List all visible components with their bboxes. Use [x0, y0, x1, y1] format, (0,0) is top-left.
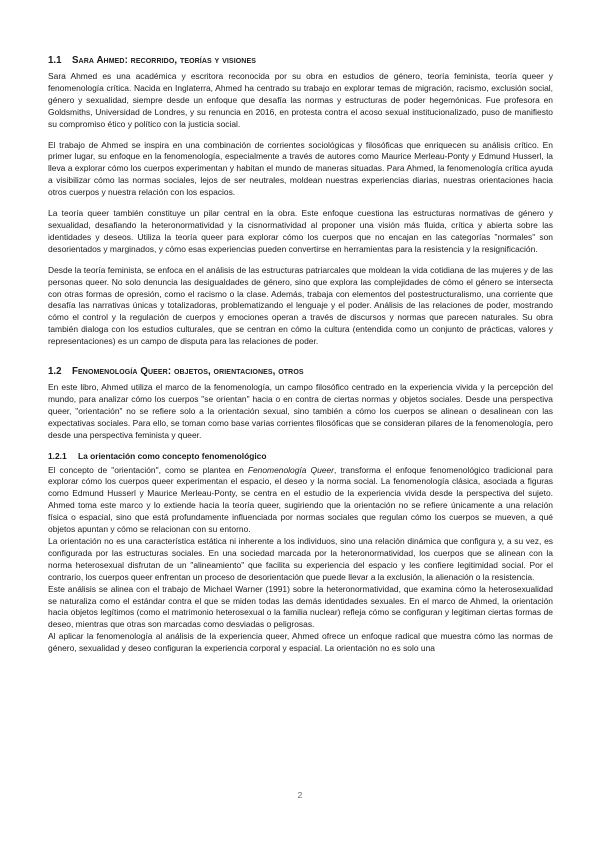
paragraph: La teoría queer también constituye un pilar central en la obra. Este enfoque cuestiona las estructuras normativas de género y sexualidad, desafiando la heteronormatividad y la cisnormatividad al proponer una visión más fluida, crítica y abierta sobre las identidades y deseos. Utiliza la teoría queer para explorar cómo los cuerpos que no encajan en las categorías "normales" son desorientados y marginados, y cómo esas experiencias pueden convertirse en herramientas para la resistencia y la resignificación. [48, 208, 553, 254]
section-title: Fenomenología Queer: objetos, orientaciones, otros [72, 366, 304, 378]
paragraph: Desde la teoría feminista, se enfoca en el análisis de las estructuras patriarcales que moldean la vida cotidiana de las mujeres y de las personas queer. No solo denuncia las desigualdades de género, sino que explora las complejidades de cómo el género se intersecta con otras formas de opresión, como el racismo o la clase. Además, trabaja con elementos del postestructuralismo, una corriente que desafía las narrativas únicas y totalizadoras, problematizando el lenguaje y el poder. Análisis de las relaciones de poder, mostrando cómo el control y la regulación de cuerpos y emociones operan a través de discursos y normas que parecen naturales. Su obra también dialoga con los estudios culturales, que se centran en cómo la cultura (entendida como un conjunto de prácticas, valores y representaciones) es un campo de disputa para las relaciones de poder. [48, 264, 553, 347]
section-heading [48, 55, 553, 67]
section-number: 1.2 [48, 366, 62, 378]
paragraph: Sara Ahmed es una académica y escritora reconocida por su obra en estudios de género, teoría feminista, teoría queer y fenomenología crítica. Nacida en Inglaterra, Ahmed ha centrado su trabajo en explorar temas de migración, racismo, exclusión social, género y sexualidad, siempre desde un enfoque que desafía las normas y estructuras de poder hegemónicas. Fue profesora en Goldsmiths, Universidad de Londres, y su renuncia en 2016, en protesta contra el acoso sexual institucionalizado, puso de manifiesto su compromiso ético y político con la justicia social. [48, 71, 553, 129]
section-title: Sara Ahmed: recorrido, teorías y visiones [72, 55, 256, 66]
page-number: 2 [297, 790, 303, 800]
paragraph: La orientación no es una característica estática ni inherente a los individuos, sino una relación dinámica que configura y, a su vez, es configurada por las estructuras sociales. En una sociedad marcada por la heteronormatividad, los cuerpos que se alinean con la norma heterosexual disfrutan de un "alineamiento" que facilita su experiencia del espacio y les confiere legitimidad social. Por el contrario, los cuerpos queer enfrentan un proceso de desorientación que puede llevar a la exclusión, la alienación o la resistencia. [48, 536, 553, 582]
paragraph-text: El concepto de "orientación", como se plantea en [48, 464, 248, 475]
paragraph: En este libro, Ahmed utiliza el marco de la fenomenología, un campo filosófico centrado en la experiencia vivida y la percepción del mundo, para analizar cómo los cuerpos "se orientan" hacia o en contra de ciertas normas y objetos sociales. Desde una perspectiva queer, "orientación" no se refiere solo a la orientación sexual, sino también a cómo los cuerpos se alinean o desalinean con las expectativas sociales. Para ello, se toman como base varias corrientes filosóficas que se consideran pilares de la fenomenología, pero desde una perspectiva feminista y queer. [48, 382, 553, 440]
paragraph: Este análisis se alinea con el trabajo de Michael Warner (1991) sobre la heteronormatividad, que examina cómo la heterosexualidad se naturaliza como el estándar contra el que se miden todas las demás identidades sexuales. En el marco de Ahmed, la orientación hacia objetos legítimos (como el matrimonio heterosexual o la familia nuclear) refleja cómo se configuran y legitiman ciertas formas de deseo, mientras que otras son marcadas como desviadas o peligrosas. [48, 583, 553, 630]
section-heading [48, 366, 553, 378]
subsection-heading [48, 451, 553, 462]
subsection-title: La orientación como concepto fenomenológico [78, 450, 267, 461]
paragraph: El trabajo de Ahmed se inspira en una combinación de corrientes sociológicas y filosóficas que enriquecen su análisis crítico. En primer lugar, su enfoque en la fenomenología, especialmente a través de autores como Maurice Merleau-Ponty y Edmund Husserl, la lleva a explorar cómo los cuerpos experimentan y habitan el mundo de maneras situadas. Para Ahmed, la fenomenología crítica ayuda a visibilizar cómo las normas sociales, lejos de ser neutrales, moldean nuestras experiencias diarias, nuestras orientaciones hacia otros cuerpos y nuestra relación con los espacios. [48, 139, 553, 198]
section-number: 1.1 [48, 55, 62, 66]
paragraph-text: , transforma el enfoque fenomenológico tradicional para explorar cómo los cuerpos queer experimentan el espacio, el deseo y la norma social. La fenomenología clásica, asociada a figuras como Edmund Husserl y Maurice Merleau-Ponty, se centra en el estudio de la experiencia vivida desde la perspectiva del sujeto. Ahmed toma este marco y lo extiende hacia la teoría queer, sugiriendo que la orientación no se refiere únicamente a una relación física o espacial, sino que está profundamente influenciada por normas sociales que regulan cómo los cuerpos se mueven, a qué objetos apuntan y cómo se relacionan con su entorno. [48, 464, 553, 535]
subsection-number: 1.2.1 [48, 450, 67, 461]
paragraph: Al aplicar la fenomenología al análisis de la experiencia queer, Ahmed ofrece un enfoque radical que muestra cómo las normas de género, sexualidad y deseo configuran la experiencia corporal y espacial. La orientación no es solo una [48, 631, 553, 654]
book-title: Fenomenología Queer [247, 464, 334, 475]
paragraph [48, 465, 553, 536]
